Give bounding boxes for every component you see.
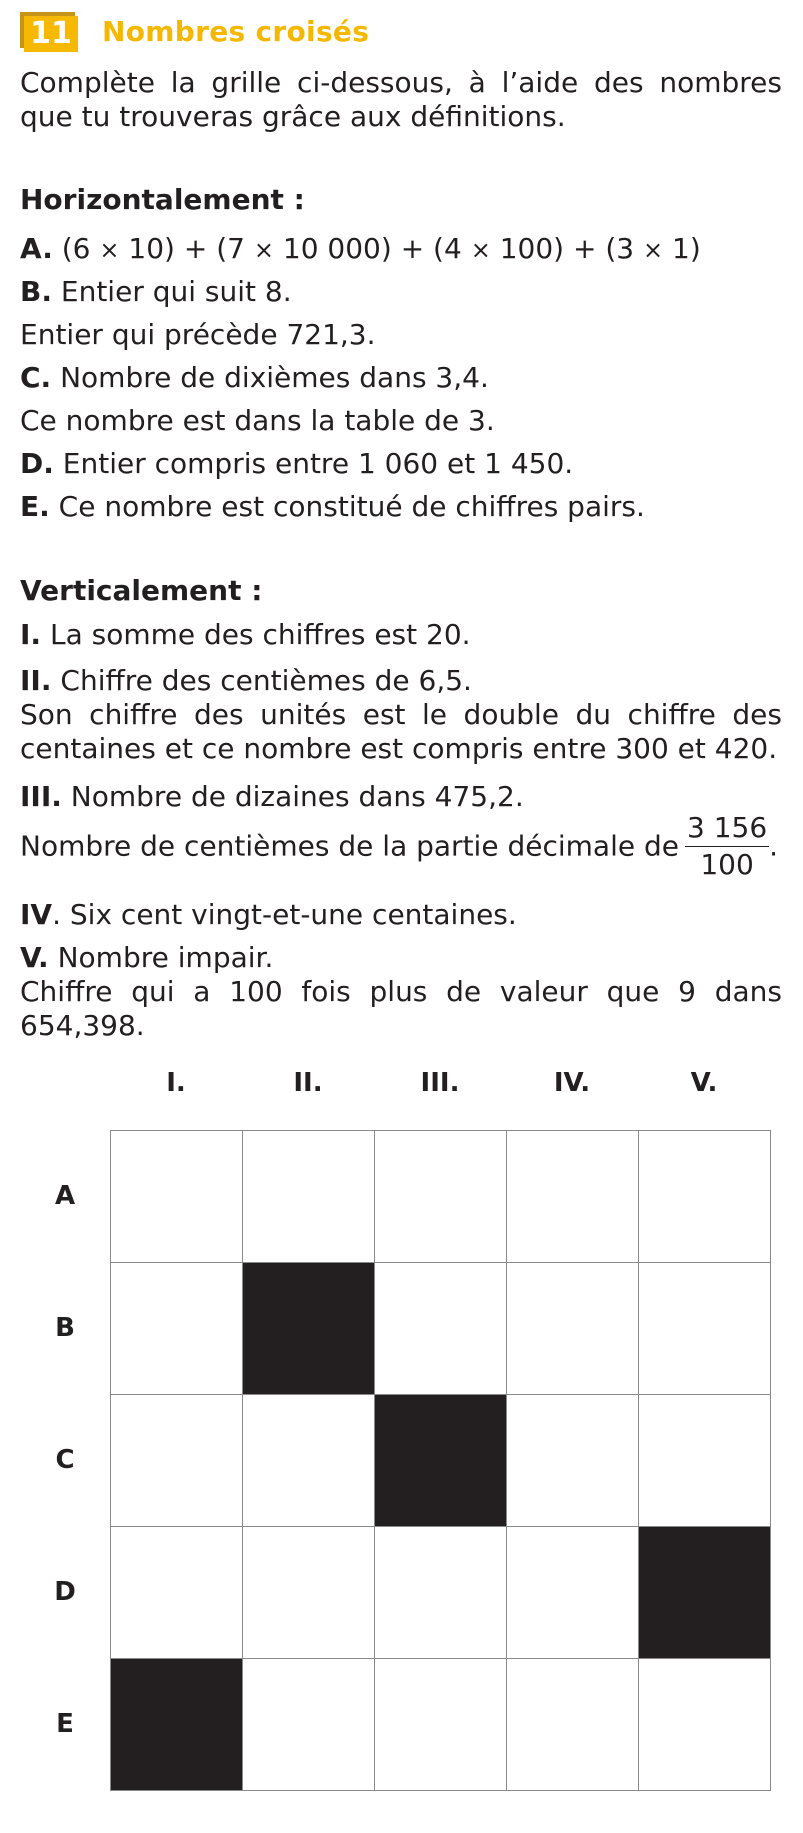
definition-i xyxy=(20,618,471,652)
column-label-ii: II. xyxy=(293,1068,323,1098)
grid-cell-c-v[interactable] xyxy=(639,1395,771,1527)
definition-b xyxy=(20,275,292,309)
grid-cell-a-iii[interactable] xyxy=(375,1131,507,1263)
definition-iv-label: IV xyxy=(20,898,53,931)
definition-ii-text: Chiffre des centièmes de 6,5. xyxy=(60,664,472,697)
exercise-header xyxy=(20,12,369,52)
definition-iii-second-text: Nombre de centièmes de la partie décimale de xyxy=(20,829,679,863)
times-sign: × xyxy=(643,236,664,264)
definition-e-label: E. xyxy=(20,490,50,523)
vertical-heading: Verticalement : xyxy=(20,574,263,607)
definition-iii-label: III. xyxy=(20,780,62,813)
definition-e-text: Ce nombre est constitué de chiffres pairs. xyxy=(58,490,645,523)
definition-v xyxy=(20,941,273,975)
times-sign: × xyxy=(253,236,274,264)
grid-cell-a-v[interactable] xyxy=(639,1131,771,1263)
row-label-c: C xyxy=(55,1445,75,1475)
fraction-denominator: 100 xyxy=(700,848,754,881)
definition-b-text: Entier qui suit 8. xyxy=(60,275,292,308)
grid-cell-c-iv[interactable] xyxy=(507,1395,639,1527)
definition-c-text: Nombre de dixièmes dans 3,4. xyxy=(60,361,489,394)
instruction: Complète la grille ci-dessous, à l’aide des nombres que tu trouveras grâce aux définitions. xyxy=(20,66,782,133)
definition-iv xyxy=(20,898,517,932)
row-label-d: D xyxy=(54,1577,76,1607)
grid-cell-e-ii[interactable] xyxy=(243,1659,375,1791)
grid-cell-a-ii[interactable] xyxy=(243,1131,375,1263)
grid-cell-d-iv[interactable] xyxy=(507,1527,639,1659)
grid-cell-b-i[interactable] xyxy=(111,1263,243,1395)
definition-v-text: Nombre impair. xyxy=(57,941,274,974)
grid-cell-d-iii[interactable] xyxy=(375,1527,507,1659)
definition-iii xyxy=(20,780,524,814)
definition-i-label: I. xyxy=(20,618,42,651)
column-label-iv: IV. xyxy=(553,1068,591,1098)
grid-cell-b-iii[interactable] xyxy=(375,1263,507,1395)
times-sign: × xyxy=(470,236,491,264)
definition-ii xyxy=(20,664,472,698)
definition-iii-second xyxy=(20,812,778,881)
definition-d-text: Entier compris entre 1 060 et 1 450. xyxy=(62,447,574,480)
grid-cell-e-iv[interactable] xyxy=(507,1659,639,1791)
grid-cell-b-v[interactable] xyxy=(639,1263,771,1395)
definition-ii-second: Son chiffre des unités est le double du chiffre des centaines et ce nombre est compris entre 300 et 420. xyxy=(20,698,782,765)
column-label-i: I. xyxy=(166,1068,186,1098)
definition-v-second: Chiffre qui a 100 fois plus de valeur que 9 dans 654,398. xyxy=(20,975,782,1042)
exercise-title: Nombres croisés xyxy=(102,15,370,48)
definition-ii-label: II. xyxy=(20,664,52,697)
definition-b-label: B. xyxy=(20,275,52,308)
grid-cell-a-i[interactable] xyxy=(111,1131,243,1263)
fraction xyxy=(685,812,769,881)
definition-a-label: A. xyxy=(20,232,53,265)
definition-iv-text: . Six cent vingt-et-une centaines. xyxy=(52,898,517,931)
fraction-numerator: 3 156 xyxy=(685,812,769,847)
definition-a-part1: (6 xyxy=(61,232,91,265)
crossword-grid xyxy=(110,1130,771,1791)
definition-iii-text: Nombre de dizaines dans 475,2. xyxy=(70,780,524,813)
definition-a-part2: 10) + (7 xyxy=(128,232,245,265)
grid-cell-e-v[interactable] xyxy=(639,1659,771,1791)
grid-cell-d-i[interactable] xyxy=(111,1527,243,1659)
fraction-period: . xyxy=(769,829,779,863)
definition-i-text: La somme des chiffres est 20. xyxy=(49,618,471,651)
row-label-e: E xyxy=(56,1709,74,1739)
definition-a-part3: 10 000) + (4 xyxy=(282,232,462,265)
grid-cell-black-e-i xyxy=(111,1659,243,1791)
grid-cell-black-c-iii xyxy=(375,1395,507,1527)
exercise-number: 11 xyxy=(24,16,78,52)
definition-b-second: Entier qui précède 721,3. xyxy=(20,318,376,351)
definition-c-second: Ce nombre est dans la table de 3. xyxy=(20,404,495,437)
exercise-number-badge xyxy=(20,12,78,52)
grid-cell-black-d-v xyxy=(639,1527,771,1659)
column-label-v: V. xyxy=(690,1068,718,1098)
times-sign: × xyxy=(99,236,120,264)
grid-cell-b-iv[interactable] xyxy=(507,1263,639,1395)
grid-cell-c-i[interactable] xyxy=(111,1395,243,1527)
grid-cell-c-ii[interactable] xyxy=(243,1395,375,1527)
definition-d-label: D. xyxy=(20,447,54,480)
definition-v-label: V. xyxy=(20,941,49,974)
definition-c xyxy=(20,361,489,395)
column-label-iii: III. xyxy=(420,1068,460,1098)
definition-c-label: C. xyxy=(20,361,52,394)
horizontal-heading: Horizontalement : xyxy=(20,183,305,216)
grid-cell-black-b-ii xyxy=(243,1263,375,1395)
definition-d xyxy=(20,447,573,481)
definition-e xyxy=(20,490,645,524)
definition-a-part5: 1) xyxy=(672,232,701,265)
grid-cell-e-iii[interactable] xyxy=(375,1659,507,1791)
definition-a xyxy=(20,232,701,267)
definition-a-part4: 100) + (3 xyxy=(499,232,635,265)
grid-cell-d-ii[interactable] xyxy=(243,1527,375,1659)
row-label-a: A xyxy=(54,1181,76,1211)
grid-cell-a-iv[interactable] xyxy=(507,1131,639,1263)
row-label-b: B xyxy=(55,1313,75,1343)
